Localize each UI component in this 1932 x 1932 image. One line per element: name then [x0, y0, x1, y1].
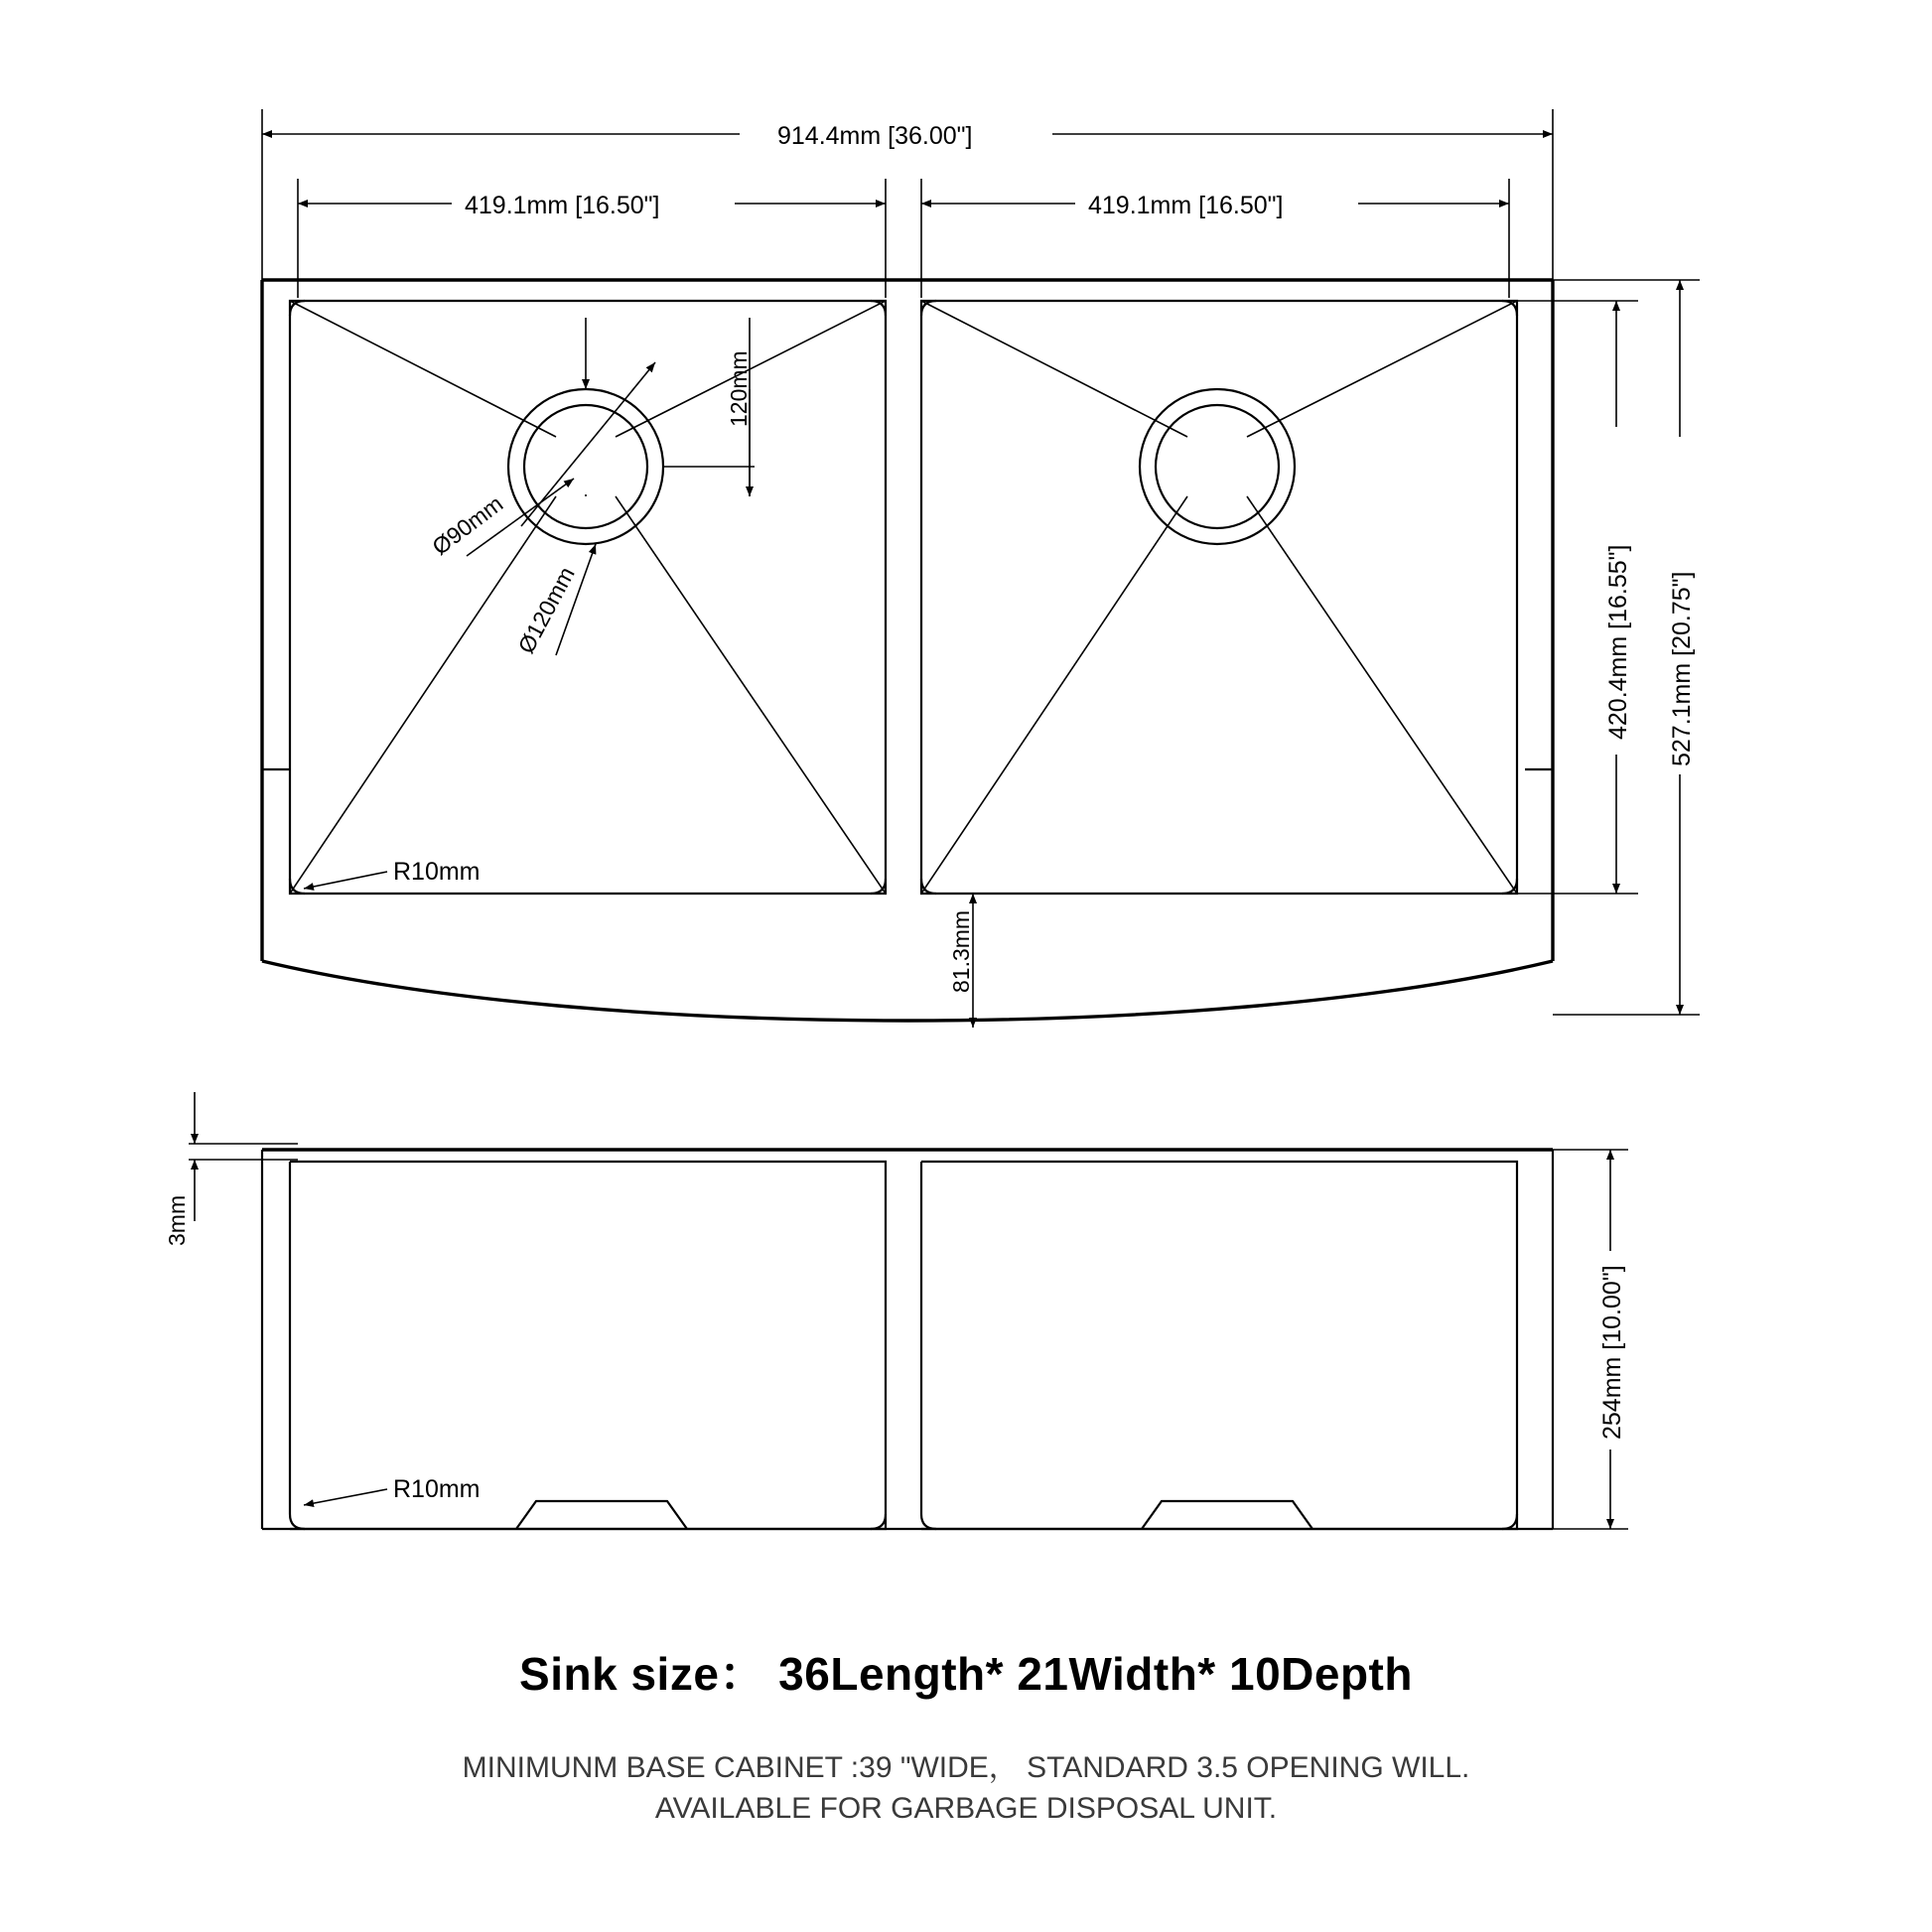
dim-drain-outer-dia-label: Ø120mm: [512, 562, 580, 658]
dim-left-bowl-width-label: 419.1mm [16.50"]: [465, 192, 660, 219]
dim-drain-offset-120: [586, 318, 755, 496]
dim-right-bowl-width-label: 419.1mm [16.50"]: [1088, 192, 1284, 219]
callout-corner-radius-front: [304, 1475, 481, 1505]
dim-bowl-depth-label: 420.4mm [16.55"]: [1604, 544, 1632, 740]
dim-right-bowl-width: [921, 192, 1509, 219]
dim-drain-outer-dia: [512, 544, 596, 657]
dim-bowl-height: [1553, 1150, 1628, 1529]
caption-title: Sink size： 36Length* 21Width* 10Depth: [519, 1648, 1413, 1700]
caption-line-1: MINIMUNM BASE CABINET :39 "WIDE， STANDARD 3.5 OPENING WILL.: [462, 1751, 1470, 1784]
dim-bowl-depth: [1604, 301, 1632, 894]
dim-apron-curve: [948, 894, 974, 1028]
dim-left-bowl-width: [298, 192, 886, 219]
left-bowl: [290, 301, 886, 894]
dim-overall-width: [262, 122, 1553, 150]
top-view-outline: [262, 280, 1553, 1021]
dim-drain-inner-dia-label: Ø90mm: [427, 490, 508, 560]
dim-overall-depth: [1668, 280, 1696, 1015]
dim-overall-depth-label: 527.1mm [20.75"]: [1668, 571, 1696, 766]
dim-bowl-height-label: 254mm [10.00"]: [1598, 1265, 1626, 1440]
front-view-outline: [262, 1150, 1553, 1529]
dim-wall-thickness: [164, 1092, 298, 1246]
callout-corner-radius-top-label: R10mm: [393, 858, 481, 886]
dim-wall-thickness-label: 3mm: [164, 1194, 190, 1246]
right-bowl: [921, 301, 1517, 894]
callout-corner-radius-top: [304, 858, 481, 889]
caption-line-2: AVAILABLE FOR GARBAGE DISPOSAL UNIT.: [654, 1792, 1278, 1825]
dim-apron-curve-label: 81.3mm: [948, 909, 974, 993]
callout-corner-radius-front-label: R10mm: [393, 1475, 481, 1503]
dim-overall-width-label: 914.4mm [36.00"]: [777, 122, 973, 150]
dim-drain-offset-label: 120mm: [726, 350, 752, 427]
